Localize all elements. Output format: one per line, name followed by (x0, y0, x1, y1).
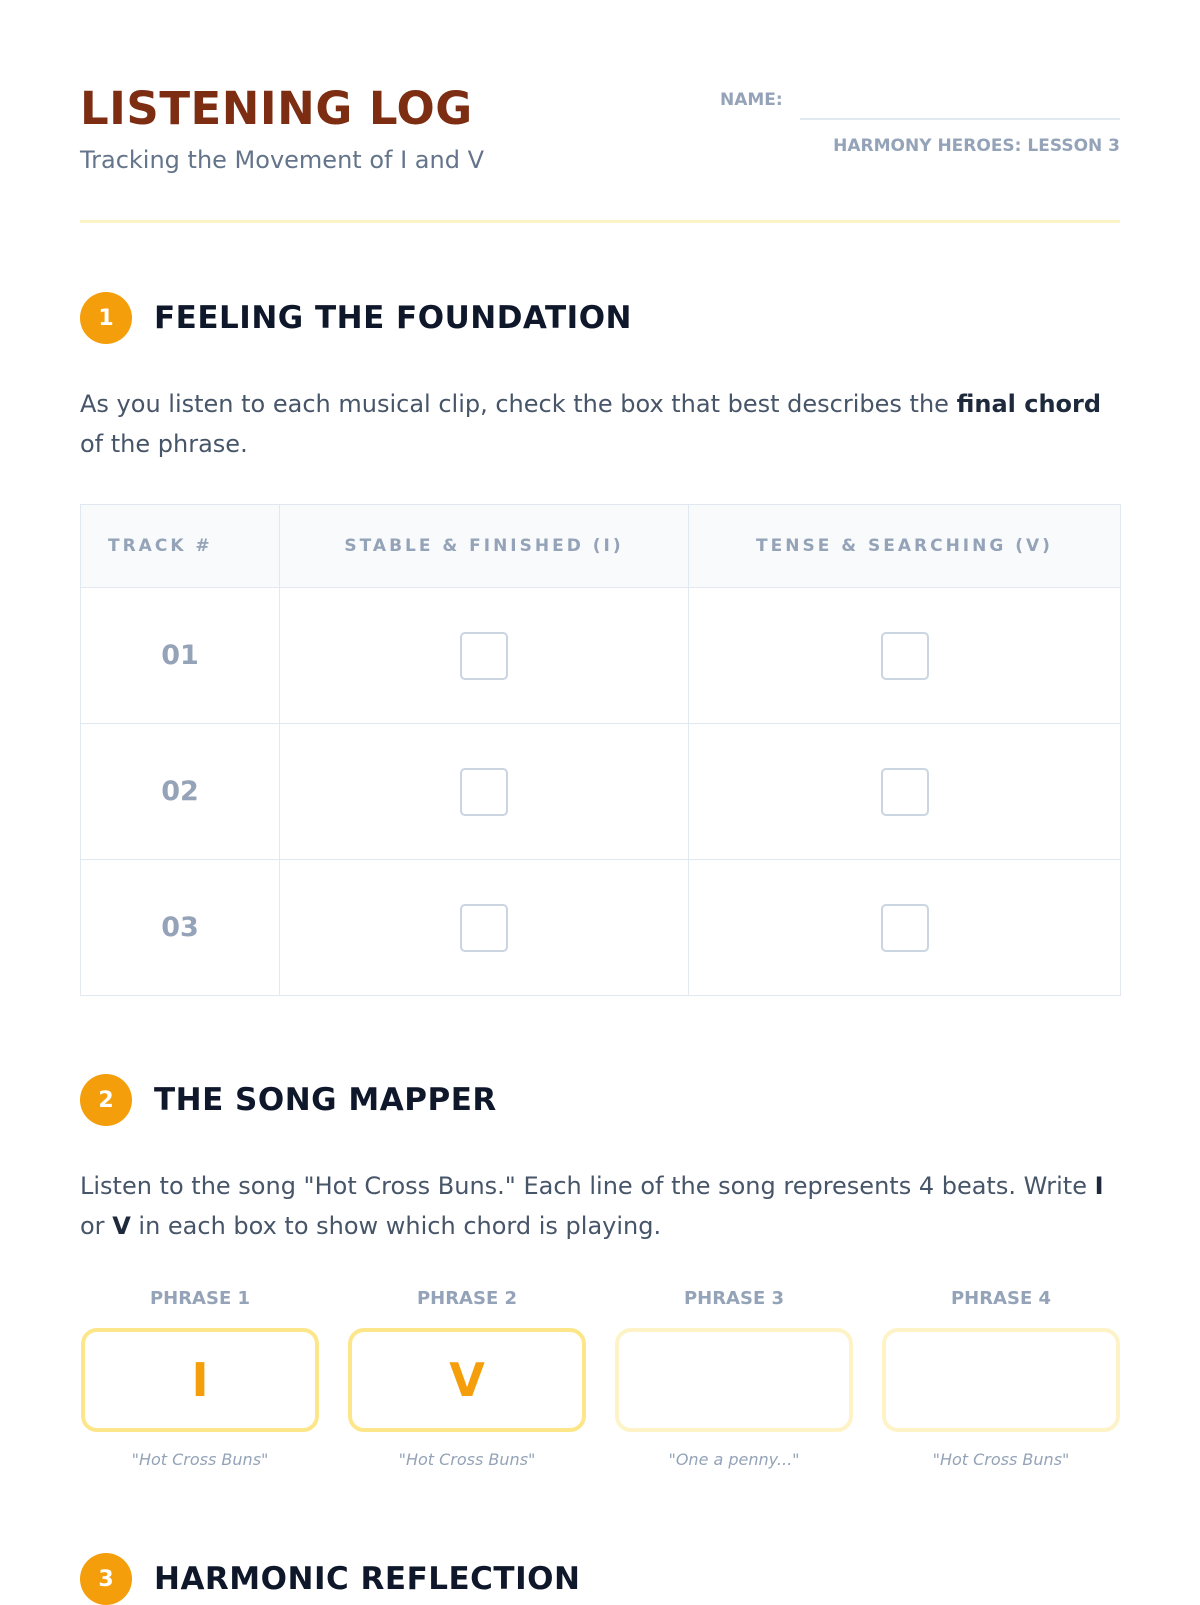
phrase-label: PHRASE 3 (683, 1288, 785, 1309)
phrase-3 (615, 1284, 853, 1469)
phrase-answer-box[interactable]: I (81, 1328, 319, 1432)
listening-table (80, 504, 1121, 996)
name-field[interactable] (800, 118, 1120, 120)
table-row (81, 724, 1121, 860)
phrase-answer-box[interactable] (882, 1328, 1120, 1432)
section-3-heading (80, 1553, 580, 1605)
phrase-label: PHRASE 2 (416, 1288, 518, 1309)
track-cell (81, 860, 280, 996)
table-row (81, 588, 1121, 724)
table-row (81, 860, 1121, 996)
phrase-answer-box[interactable] (615, 1328, 853, 1432)
phrase-lyric: "Hot Cross Buns" (398, 1450, 536, 1469)
column-header-tense: TENSE & SEARCHING (V) (689, 505, 1121, 588)
phrase-label: PHRASE 4 (950, 1288, 1052, 1309)
lesson-label: HARMONY HEROES: LESSON 3 (833, 136, 1120, 156)
phrase-label: PHRASE 1 (149, 1288, 251, 1309)
instructions-text: or (80, 1212, 113, 1240)
tense-cell (689, 588, 1121, 724)
instructions-text: Listen to the song "Hot Cross Buns." Each line of the song represents 4 beats. Write (80, 1172, 1095, 1200)
instructions-emphasis: V (112, 1212, 131, 1240)
phrase-answer-box[interactable]: V (348, 1328, 586, 1432)
table-header-row (81, 505, 1121, 588)
tense-cell (689, 860, 1121, 996)
tense-checkbox[interactable] (881, 904, 929, 952)
section-1-badge: 1 (80, 292, 132, 344)
column-header-stable: STABLE & FINISHED (I) (280, 505, 689, 588)
section-1-title: FEELING THE FOUNDATION (154, 300, 632, 336)
section-1-heading (80, 292, 632, 344)
stable-cell (280, 588, 689, 724)
section-1-instructions (80, 384, 1120, 464)
instructions-text: in each box to show which chord is playing. (130, 1212, 662, 1240)
instructions-emphasis: final chord (956, 390, 1102, 418)
page-subtitle: Tracking the Movement of I and V (80, 146, 484, 174)
section-3-title: HARMONIC REFLECTION (154, 1561, 581, 1597)
phrase-4 (882, 1284, 1120, 1469)
phrase-2 (348, 1284, 586, 1469)
instructions-text: of the phrase. (80, 430, 248, 458)
track-number: 03 (161, 912, 199, 943)
section-2-instructions (80, 1166, 1120, 1246)
section-2-badge: 2 (80, 1074, 132, 1126)
section-3-badge: 3 (80, 1553, 132, 1605)
section-2-title: THE SONG MAPPER (154, 1082, 497, 1118)
instructions-text: As you listen to each musical clip, check the box that best describes the (80, 390, 957, 418)
stable-cell (280, 724, 689, 860)
name-label: NAME: (720, 90, 783, 110)
stable-cell (280, 860, 689, 996)
header-divider (80, 220, 1120, 223)
track-number: 01 (161, 640, 199, 671)
tense-cell (689, 724, 1121, 860)
instructions-emphasis: I (1094, 1172, 1104, 1200)
phrase-lyric: "One a penny..." (668, 1450, 800, 1469)
column-header-track: TRACK # (81, 505, 280, 588)
tense-checkbox[interactable] (881, 768, 929, 816)
page-title: LISTENING LOG (80, 82, 473, 135)
phrase-1 (81, 1284, 319, 1469)
stable-checkbox[interactable] (460, 904, 508, 952)
track-number: 02 (161, 776, 199, 807)
track-cell (81, 588, 280, 724)
track-cell (81, 724, 280, 860)
phrase-lyric: "Hot Cross Buns" (131, 1450, 269, 1469)
stable-checkbox[interactable] (460, 632, 508, 680)
tense-checkbox[interactable] (881, 632, 929, 680)
phrase-lyric: "Hot Cross Buns" (932, 1450, 1070, 1469)
stable-checkbox[interactable] (460, 768, 508, 816)
section-2-heading (80, 1074, 497, 1126)
